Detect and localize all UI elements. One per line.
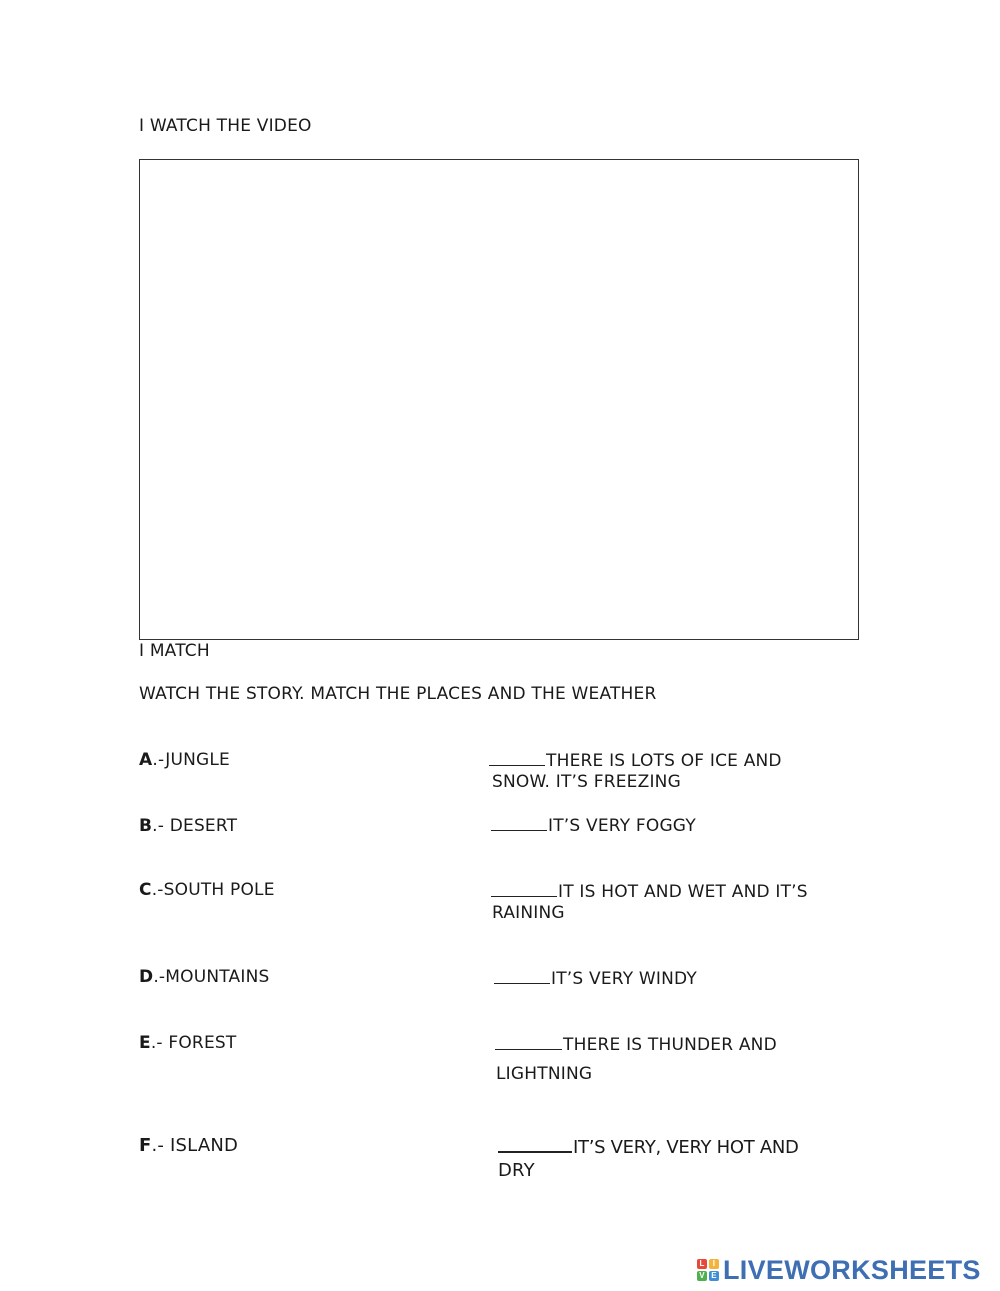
- weather-item: [491, 814, 696, 837]
- heading-match: I MATCH: [139, 641, 210, 661]
- place-letter: B: [139, 816, 153, 836]
- place-letter: E: [139, 1033, 151, 1053]
- weather-line1: THERE IS LOTS OF ICE AND: [546, 751, 782, 771]
- weather-item: [489, 749, 782, 772]
- place-item: [139, 1032, 236, 1054]
- place-text: .- DESERT: [152, 816, 238, 836]
- weather-line2: SNOW. IT’S FREEZING: [492, 772, 681, 792]
- logo-text: LIVEWORKSHEETS: [723, 1255, 981, 1285]
- place-text: .-JUNGLE: [152, 750, 231, 770]
- place-text: .- FOREST: [150, 1033, 237, 1053]
- place-item: [139, 815, 237, 837]
- video-player[interactable]: [139, 159, 859, 640]
- weather-line2: RAINING: [492, 903, 565, 923]
- place-letter: C: [139, 880, 152, 900]
- liveworksheets-logo: [697, 1254, 981, 1286]
- weather-item: [495, 1033, 777, 1056]
- answer-blank[interactable]: [495, 1033, 562, 1050]
- logo-block: I: [709, 1259, 719, 1269]
- place-item: [139, 1135, 238, 1157]
- instruction: WATCH THE STORY. MATCH THE PLACES AND THE WEATHER: [139, 684, 657, 704]
- answer-blank[interactable]: [494, 967, 550, 984]
- answer-blank[interactable]: [491, 880, 557, 897]
- place-item: [139, 749, 230, 771]
- place-text: .-SOUTH POLE: [151, 880, 275, 900]
- weather-line1: IT’S VERY, VERY HOT AND: [573, 1137, 799, 1158]
- weather-line1: THERE IS THUNDER AND: [563, 1035, 777, 1055]
- weather-line1: IT’S VERY FOGGY: [548, 816, 696, 836]
- place-letter: A: [139, 750, 153, 770]
- weather-item: [491, 880, 808, 903]
- logo-block: E: [709, 1271, 719, 1281]
- weather-line1: IT IS HOT AND WET AND IT’S: [558, 882, 808, 902]
- answer-blank[interactable]: [491, 814, 547, 831]
- weather-line2: LIGHTNING: [496, 1064, 593, 1084]
- logo-block: V: [697, 1271, 707, 1281]
- answer-blank[interactable]: [498, 1135, 572, 1153]
- weather-item: [494, 967, 697, 990]
- place-letter: D: [139, 967, 154, 987]
- weather-line1: IT’S VERY WINDY: [551, 969, 697, 989]
- place-item: [139, 966, 269, 988]
- place-item: [139, 879, 275, 901]
- logo-blocks-icon: [697, 1259, 719, 1281]
- answer-blank[interactable]: [489, 749, 545, 766]
- place-text: .- ISLAND: [151, 1135, 239, 1156]
- heading-video: I WATCH THE VIDEO: [139, 116, 312, 136]
- place-letter: F: [139, 1135, 152, 1156]
- place-text: .-MOUNTAINS: [153, 967, 270, 987]
- logo-block: L: [697, 1259, 707, 1269]
- weather-line2: DRY: [498, 1160, 535, 1181]
- weather-item: [498, 1135, 799, 1159]
